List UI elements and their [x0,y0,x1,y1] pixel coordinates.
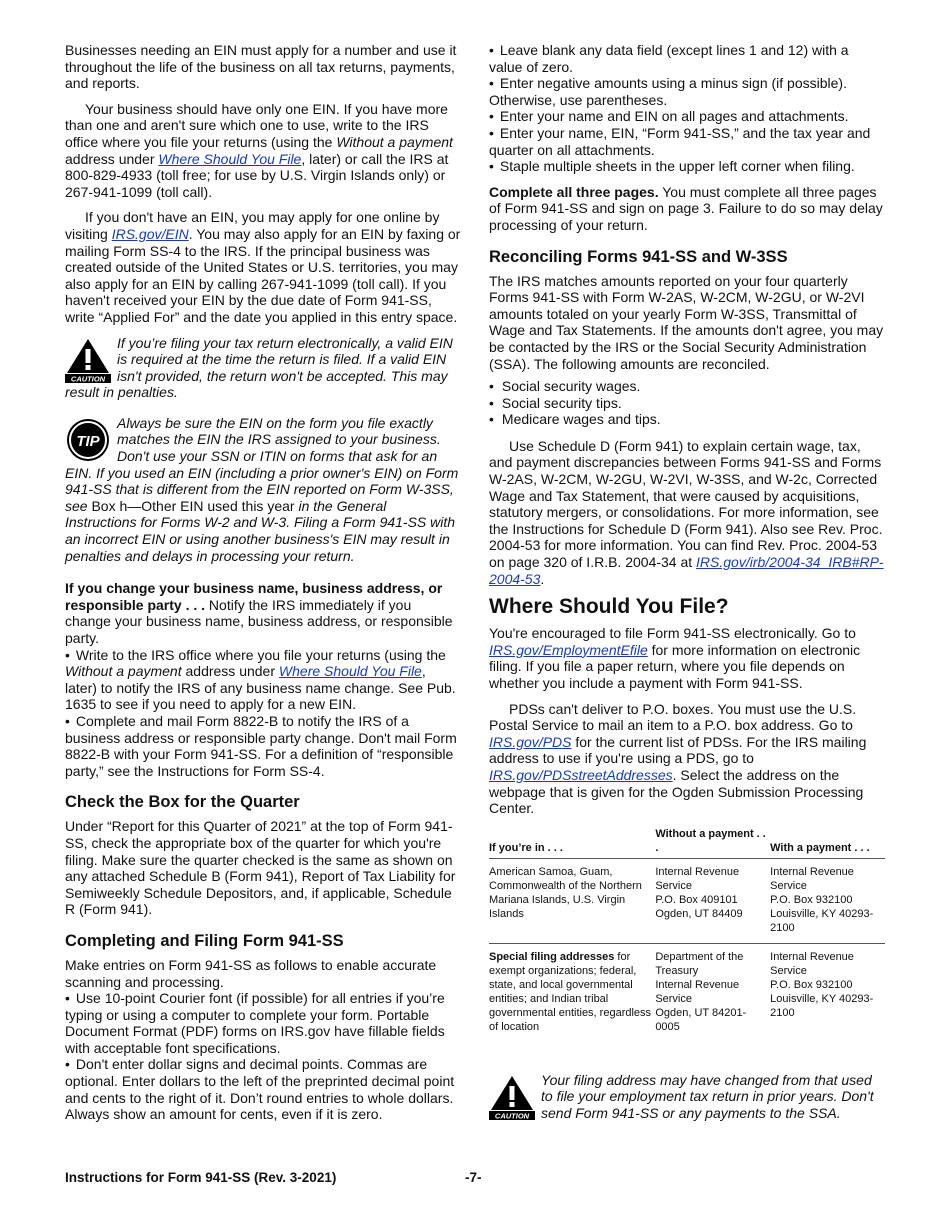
table-header-row [489,825,885,859]
completing-paragraph: Make entries on Form 941-SS as follows to enable accurate scanning and processing. [65,956,437,990]
pds-street-addresses-link[interactable]: IRS.gov/PDSstreetAddresses [489,766,673,783]
left-column [65,42,461,1123]
svg-text:TIP: TIP [76,432,100,450]
ein-paragraph-3: If you don't have an EIN, you may apply for one online by visiting IRS.gov/EIN. You may also apply for an EIN by faxing or mailing Form SS-4 to the IRS. If the principal business was created outside of the United States or U.S. territories, you may also apply for an EIN by calling 267-941-1099 (toll call). If you haven't received your EIN by the due date of Form 941-SS, write “Applied For” and the date you applied in this entry space. [65,209,461,325]
irs-pds-link[interactable]: IRS.gov/PDS [489,733,572,750]
caution-icon [489,1074,535,1120]
footer-page-number: -7- [465,1170,482,1185]
caution-note-address [489,1072,885,1122]
where-should-you-file-link[interactable]: Where Should You File [158,150,302,167]
caution-text: If you’re filing your tax return electronically, a valid EIN is required at the time the return is filed. If a valid EIN isn't provided, the return won't be accepted. This may result in penalties. [65,334,453,401]
change-bullet-2: • Complete and mail Form 8822-B to notify the IRS of a business address or responsible party change. Don't mail Form 8822-B with your Form 941-SS. For a definition of “responsible party,” see the Instructions for Form SS-4. [65,713,461,779]
column-header-with-payment: With a payment . . . [770,825,885,859]
entry-bullet-2: • Enter negative amounts using a minus sign (if possible). Otherwise, use parentheses. [489,75,885,108]
complete-pages-lead: Complete all three pages. [489,183,659,200]
completing-heading: Completing and Filing Form 941-SS [65,931,344,950]
location-cell: American Samoa, Guam, Commonwealth of the Northern Mariana Islands, U.S. Virgin Islands [489,858,655,943]
reconciling-heading: Reconciling Forms 941-SS and W-3SS [489,247,788,266]
list-item: • Medicare wages and tips. [489,411,885,428]
schedule-d-paragraph: Use Schedule D (Form 941) to explain certain wage, tax, and payment discrepancies between Forms 941-SS and Forms W-2AS, W-2CM, W-2GU, W-2VI, W-3SS, and W-2c, Corrected Wage and Tax Statement, that were caused by acquisitions, statutory mergers, or consolidations. For more information, see the Instructions for Schedule D (Form 941). Also see Rev. Proc. 2004-53 for more information. You can find Rev. Proc. 2004-53 on page 320 of I.R.B. 2004-34 at IRS.gov/irb/2004-34_IRB#RP-2004-53. [489,437,884,587]
complete-pages-paragraph: Complete all three pages. You must complete all three pages of Form 941-SS and sign on page 3. Failure to do so may delay processing of your return. [489,183,883,233]
caution-note-ein [65,335,461,401]
svg-text:CAUTION: CAUTION [70,374,106,383]
without-payment-cell: Department of the Treasury Internal Revenue Service Ogden, UT 84201-0005 [655,950,747,1033]
column-header-without-payment: Without a payment . . . [655,825,770,859]
check-box-paragraph: Under “Report for this Quarter of 2021” at the top of Form 941-SS, check the appropriate box of the quarter for which you're filing. Make sure the quarter checked is the same as shown on any attached Schedule B (Form 941), Report of Tax Liability for Semiweekly Schedule Depositors, and, if applicable, Schedule R (Form 941). [65,818,456,918]
change-business-paragraph: If you change your business name, business address, or responsible party . . . Notify the IRS immediately if you change your business name, business address, or responsible party. [65,580,453,646]
column-header-location: If you’re in . . . [489,825,655,859]
caution-icon [65,337,111,383]
caution-text: Your filing address may have changed from that used to file your employment tax return in prior years. Don't send Form 941-SS or any payments to the SSA. [541,1071,874,1121]
completing-bullet-2: • Don't enter dollar signs and decimal points. Commas are optional. Enter dollars to the left of the preprinted decimal point and cents to the right of it. Don’t round entries to whole dollars. Always show an amount for cents, even if it is zero. [65,1056,461,1122]
check-box-heading: Check the Box for the Quarter [65,793,300,812]
where-paragraph: You're encouraged to file Form 941-SS electronically. Go to IRS.gov/EmploymentEfile for more information on electronic filing. If you file a paper return, where you file depends on whether you include a payment with Form 941-SS. [489,625,861,691]
right-column [489,42,885,1134]
ein-paragraph-1: Businesses needing an EIN must apply for a number and use it throughout the life of the business on all tax returns, payments, and reports. [65,42,457,92]
entry-bullet-3: • Enter your name and EIN on all pages and attachments. [489,108,885,125]
where-should-you-file-link-2[interactable]: Where Should You File [278,663,422,680]
tip-note-ein [65,415,461,564]
change-bullet-1: • Write to the IRS office where you file your returns (using the Without a payment address under Where Should You File, later) to notify the IRS of any business name change. See Pub. 1635 to see if you need to apply for a new EIN. [65,647,461,713]
tip-box-h: Box h—Other EIN used this year [91,497,295,514]
entry-bullet-1: • Leave blank any data field (except lines 1 and 12) with a value of zero. [489,42,885,75]
entry-bullet-4: • Enter your name, EIN, “Form 941-SS,” and the tax year and quarter on all attachments. [489,125,885,158]
tip-text-a: Always be sure the EIN on the form you file exactly matches the EIN the IRS assigned to your business. Don't use your SSN or ITIN on forms that ask for an EIN. If you used an EIN (including a prior owner's EIN) on Form 941-SS that is different from the EIN reported on Form W-3SS, see [65,414,459,514]
tip-icon [65,417,111,463]
tip-text-b: in the General Instructions for Forms W-2 and W-3. Filing a Form 941-SS with an incorrect EIN or using another business's EIN may result in penalties and delays in processing your return. [65,497,456,564]
filing-address-table [489,825,885,1042]
with-payment-cell: Internal Revenue Service P.O. Box 932100 Louisville, KY 40293-2100 [770,858,885,943]
completing-bullet-1: • Use 10-point Courier font (if possible) for all entries if you’re typing or using a computer to complete your form. Portable Document Format (PDF) forms on IRS.gov have fillable fields with acceptable font specifications. [65,990,461,1056]
with-payment-cell: Internal Revenue Service P.O. Box 932100 Louisville, KY 40293-2100 [770,950,874,1019]
table-row [489,943,885,1042]
location-cell: Special filing addresses for exempt organizations; federal, state, and local governmental entities; and Indian tribal governmental entities, regardless of location [489,950,652,1033]
change-business-heading: If you change your business name, business address, or responsible party . . . [65,580,443,613]
ein-paragraph-2: Your business should have only one EIN. If you have more than one and aren't sure which one to use, write to the IRS office where you file your returns (using the Without a payment address under Where Should You File, later) or call the IRS at 800-829-4933 (toll free; for use by U.S. Virgin Islands only) or 267-941-1099 (toll call). [65,100,453,200]
reconciled-list [489,378,885,428]
irs-ein-link[interactable]: IRS.gov/EIN [111,225,189,242]
rev-proc-link[interactable]: IRS.gov/irb/2004-34_IRB#RP-2004-53 [489,554,884,587]
without-payment-cell: Internal Revenue Service P.O. Box 409101 Ogden, UT 84409 [655,858,770,943]
list-item: • Social security wages. [489,378,885,395]
list-item: • Social security tips. [489,395,885,412]
entry-bullet-5: • Staple multiple sheets in the upper left corner when filing. [489,158,885,175]
footer-form-title: Instructions for Form 941-SS (Rev. 3-2021) [65,1170,337,1185]
reconciling-paragraph: The IRS matches amounts reported on your four quarterly Forms 941-SS with Form W-2AS, W-2CM, W-2GU, or W-2VI amounts totaled on your yearly Form W-3SS, Transmittal of Wage and Tax Statements. If the amounts don't agree, you may be contacted by the IRS or the Social Security Administration (SSA). The following amounts are reconciled. [489,272,884,372]
where-should-you-file-heading: Where Should You File? [489,595,729,619]
pds-paragraph: PDSs can't deliver to P.O. boxes. You must use the U.S. Postal Service to mail an item to a P.O. box address. Go to IRS.gov/PDS for the current list of PDSs. For the IRS mailing address to use if you're using a PDS, go to IRS.gov/PDSstreetAddresses. Select the address on the webpage that is given for the Ogden Submission Processing Center. [489,700,867,817]
employment-efile-link[interactable]: IRS.gov/EmploymentEfile [489,641,648,658]
svg-text:CAUTION: CAUTION [494,1111,530,1120]
table-row [489,858,885,943]
